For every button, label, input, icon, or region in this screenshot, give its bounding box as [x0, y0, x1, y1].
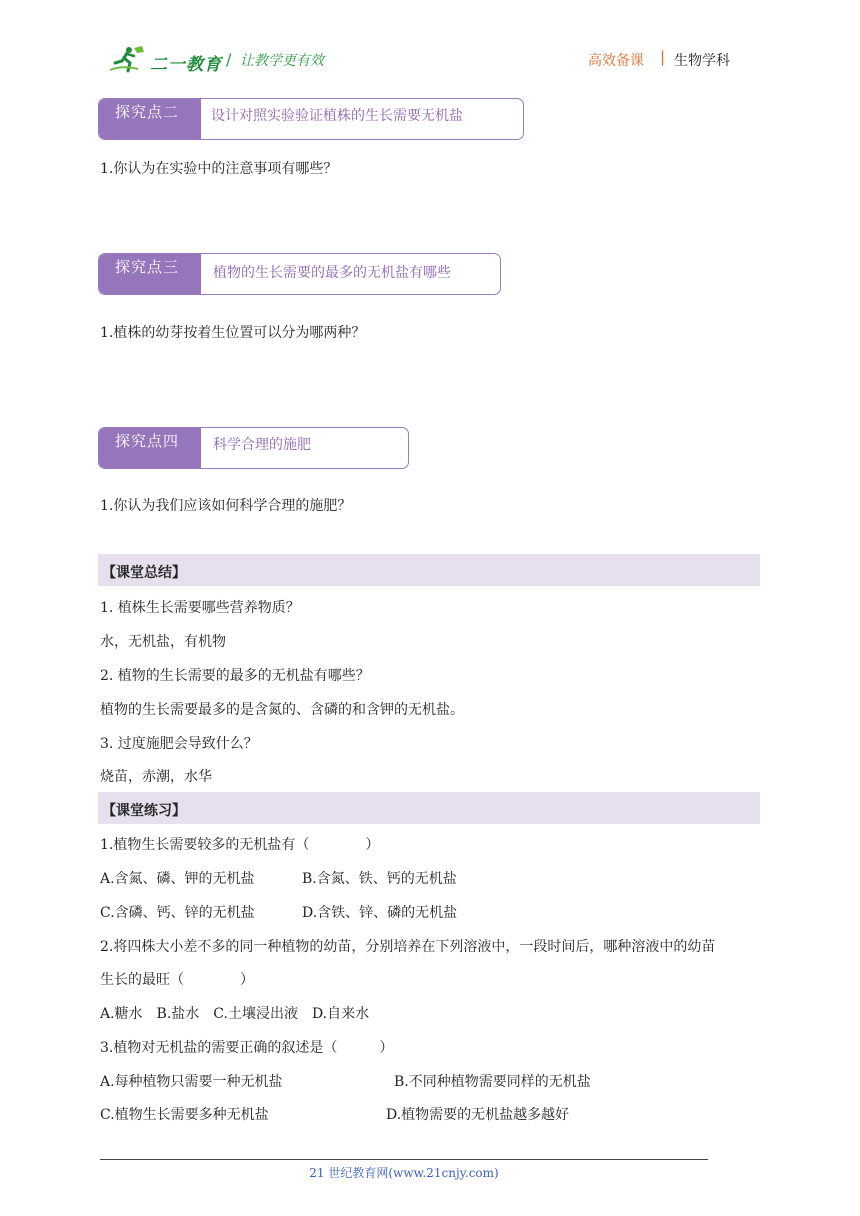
- footer-text[interactable]: 21 世纪教育网(www.21cnjy.com): [309, 1166, 499, 1180]
- q3-option-b: B.不同种植物需要同样的无机盐: [394, 1074, 591, 1090]
- explore-tag: [99, 99, 201, 139]
- summary-line: 2. 植物的生长需要的最多的无机盐有哪些？: [100, 668, 370, 684]
- footer-divider: [100, 1159, 708, 1160]
- header-separator: |: [660, 48, 666, 66]
- header-right-label: 生物学科: [674, 53, 730, 69]
- q1-option-b: B.含氮、铁、钙的无机盐: [302, 871, 457, 887]
- practice-heading: 【课堂练习】: [102, 803, 186, 819]
- summary-line: 水，无机盐，有机物: [100, 634, 226, 650]
- practice-question-2-line-1: 2.将四株大小差不多的同一种植物的幼苗，分别培养在下列溶液中，一段时间后，哪种溶液中的幼苗: [100, 939, 716, 955]
- practice-question-3: 3.植物对无机盐的需要正确的叙述是（ ）: [100, 1040, 394, 1056]
- summary-line: 3. 过度施肥会导致什么？: [100, 736, 258, 752]
- q1-option-d: D.含铁、锌、磷的无机盐: [302, 905, 458, 921]
- explore-tag: [99, 428, 201, 468]
- practice-heading-band: [98, 792, 760, 824]
- explore-tag-label: 探究点二: [115, 103, 180, 121]
- explore-title: 科学合理的施肥: [213, 437, 311, 453]
- runner-logo-icon: [108, 44, 148, 74]
- explore-box-3: [98, 253, 501, 295]
- q3-option-c: C.植物生长需要多种无机盐: [100, 1107, 269, 1123]
- practice-question-2-line-2: 生长的最旺（ ）: [100, 972, 254, 988]
- header-logo: [108, 44, 348, 76]
- explore-question: 1.植株的幼芽按着生位置可以分为哪两种？: [100, 325, 366, 341]
- logo-text: 二一教育: [150, 55, 222, 75]
- explore-question: 1.你认为在实验中的注意事项有哪些？: [100, 161, 338, 177]
- q1-option-a: A.含氮、磷、钾的无机盐: [100, 871, 255, 887]
- header-left-label: 高效备课: [588, 53, 644, 69]
- explore-title: 设计对照实验验证植株的生长需要无机盐: [211, 108, 463, 124]
- explore-tag-label: 探究点三: [115, 258, 180, 276]
- explore-question: 1.你认为我们应该如何科学合理的施肥？: [100, 498, 352, 514]
- q3-option-a: A.每种植物只需要一种无机盐: [100, 1074, 283, 1090]
- q3-option-d: D.植物需要的无机盐越多越好: [386, 1107, 570, 1123]
- logo-slogan: 让教学更有效: [240, 53, 324, 69]
- summary-line: 1. 植株生长需要哪些营养物质？: [100, 600, 300, 616]
- summary-heading-band: [98, 554, 760, 586]
- explore-title: 植物的生长需要的最多的无机盐有哪些: [213, 265, 451, 281]
- summary-heading: 【课堂总结】: [102, 565, 186, 581]
- explore-tag-label: 探究点四: [115, 432, 180, 450]
- q1-option-c: C.含磷、钙、锌的无机盐: [100, 905, 255, 921]
- practice-question-1: 1.植物生长需要较多的无机盐有（ ）: [100, 837, 380, 853]
- summary-line: 烧苗，赤潮，水华: [100, 769, 212, 785]
- explore-box-4: [98, 427, 409, 469]
- explore-tag: [99, 254, 201, 294]
- explore-box-2: [98, 98, 524, 140]
- logo-slash: /: [226, 50, 232, 69]
- summary-line: 植物的生长需要最多的是含氮的、含磷的和含钾的无机盐。: [100, 702, 464, 718]
- q2-options: A.糖水 B.盐水 C.土壤浸出液 D.自来水: [100, 1006, 370, 1022]
